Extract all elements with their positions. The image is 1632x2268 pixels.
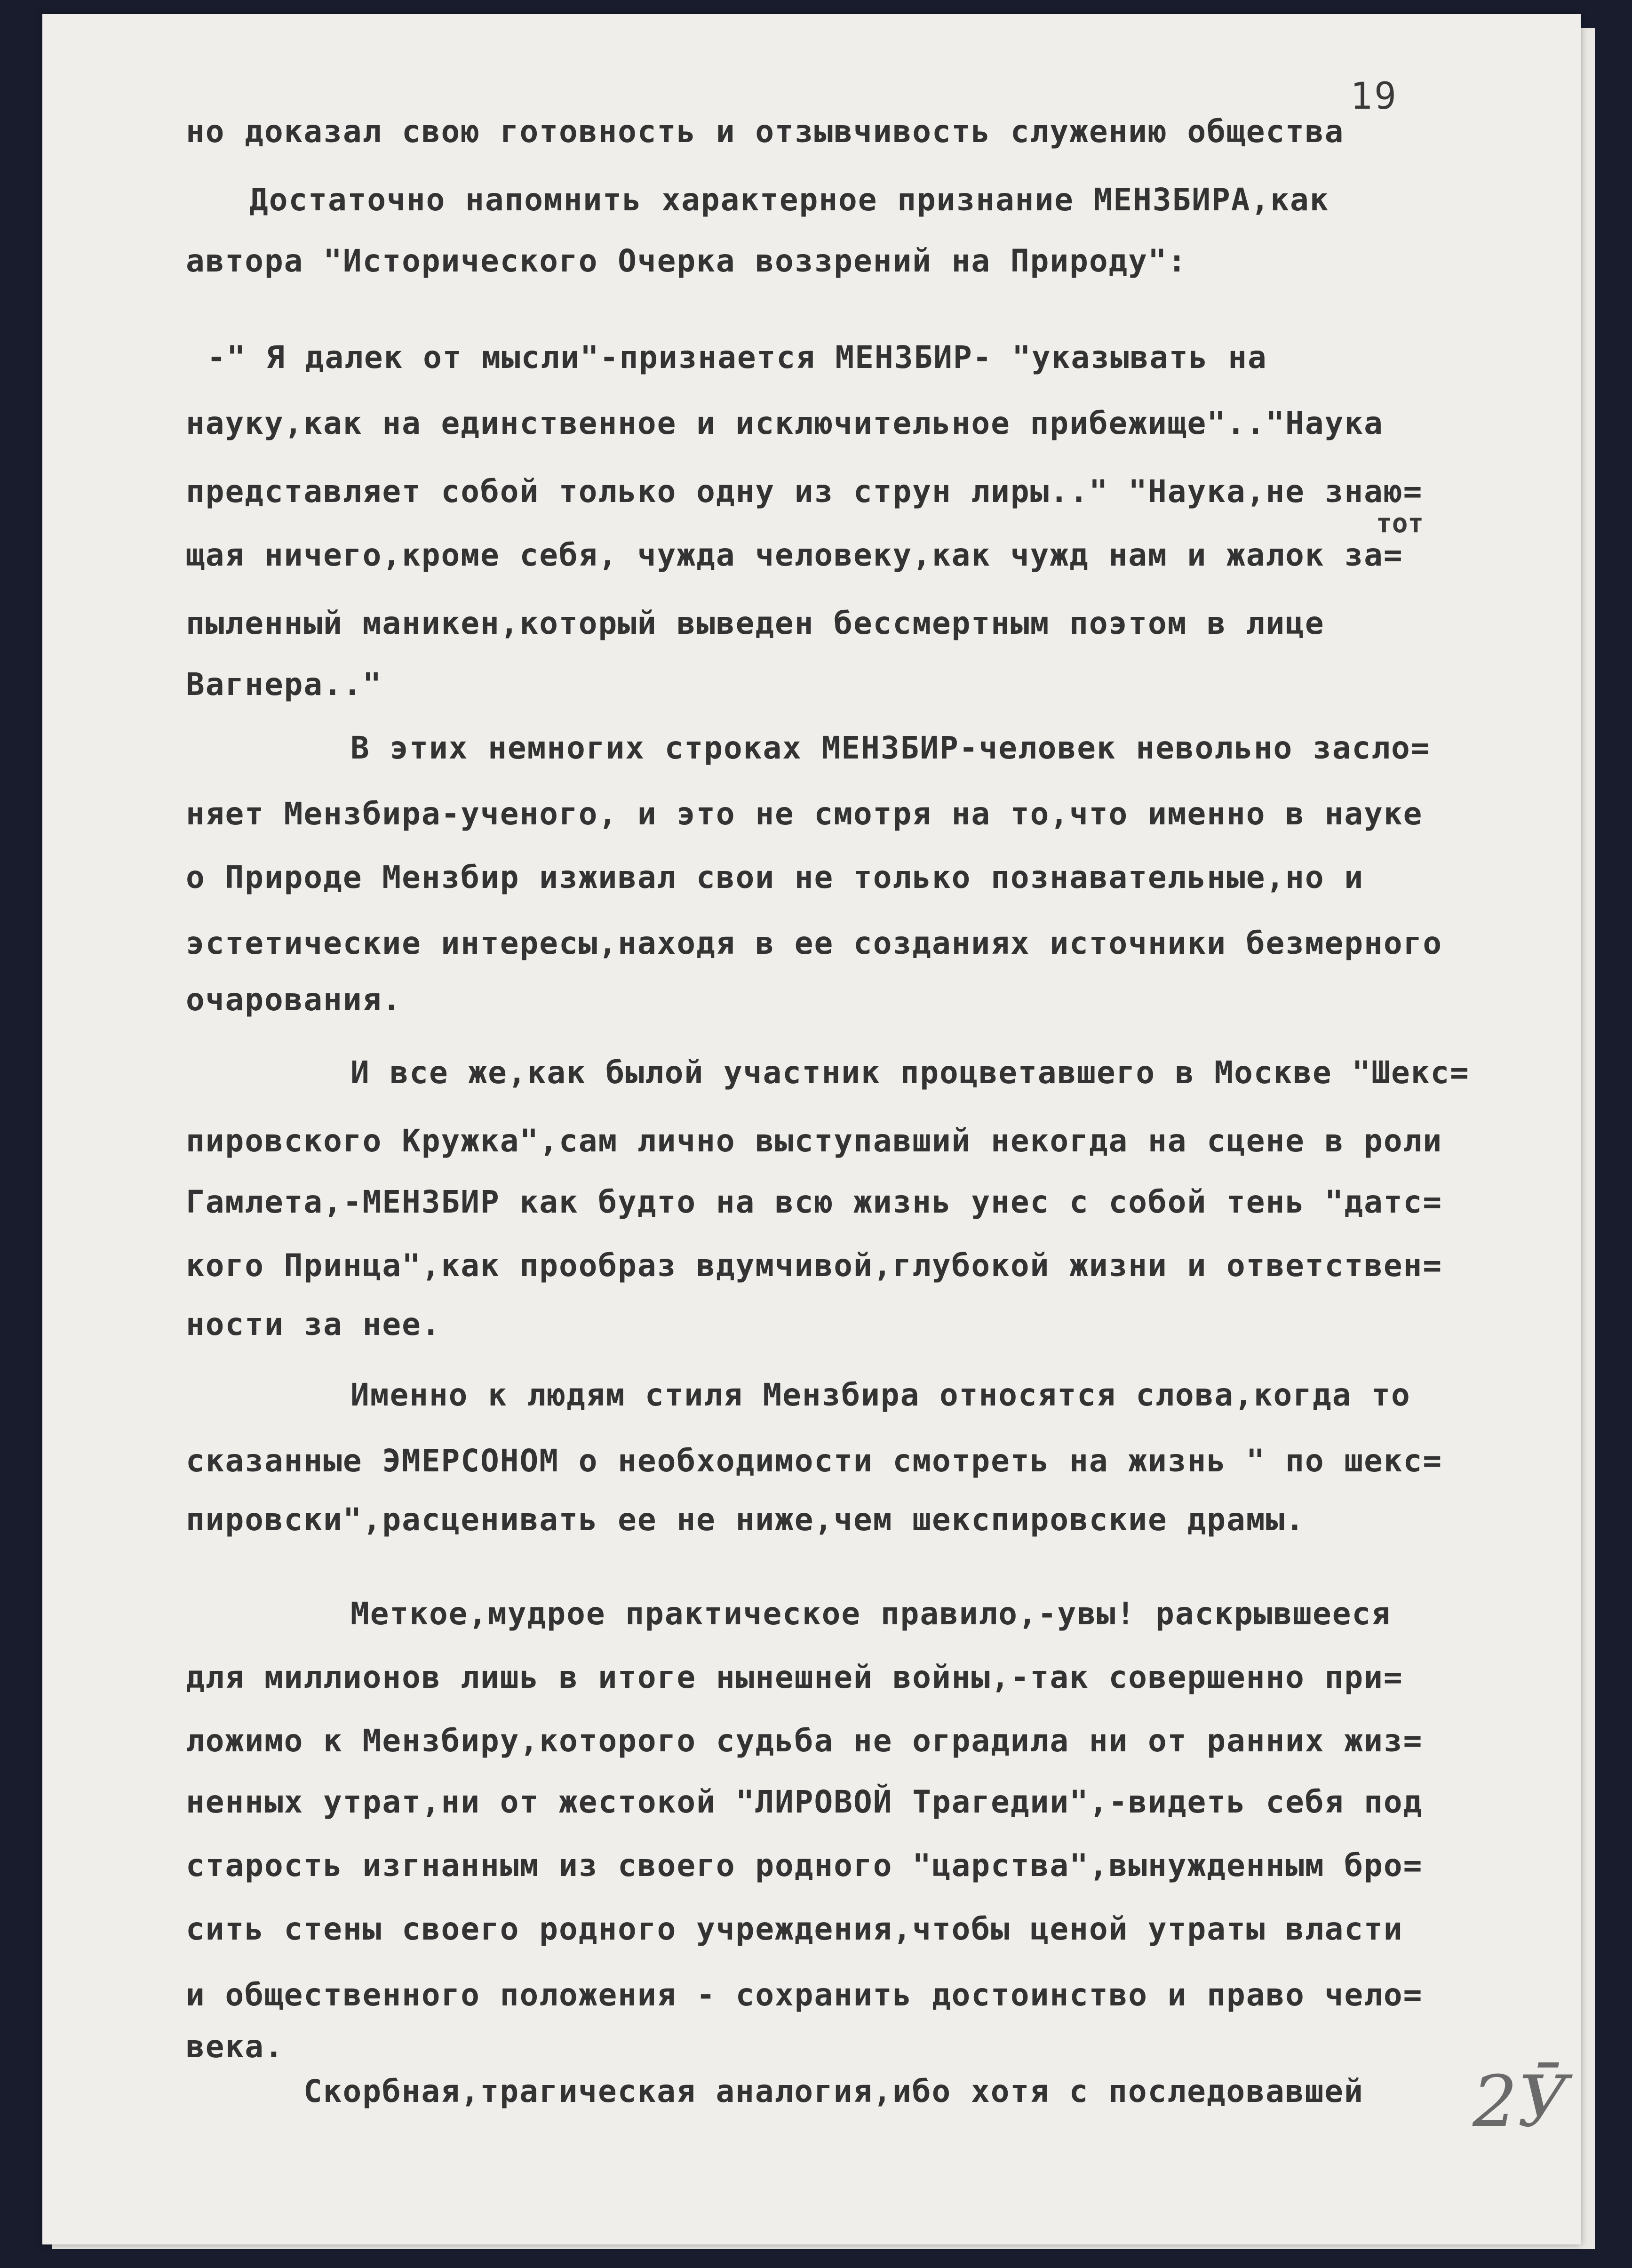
text-line: Достаточно напомнить характерное признание МЕНЗБИРА,как xyxy=(249,182,1329,218)
text-line: и общественного положения - сохранить достоинство и право чело= xyxy=(186,1977,1423,2013)
text-line: Гамлета,-МЕНЗБИР как будто на всю жизнь унес с собой тень "датс= xyxy=(186,1184,1443,1220)
typed-insertion: тот xyxy=(1376,508,1424,539)
text-line: ложимо к Мензбиру,которого судьба не оградила ни от ранних жиз= xyxy=(186,1723,1423,1759)
text-line: щая ничего,кроме себя, чужда человеку,как чужд нам и жалок за= xyxy=(186,537,1403,573)
text-line: И все же,как былой участник процветавшего в Москве "Шекс= xyxy=(350,1054,1470,1091)
text-line: Меткое,мудрое практическое правило,-увы! раскрывшееся xyxy=(350,1596,1391,1632)
text-line: но доказал свою готовность и отзывчивость служению общества xyxy=(186,113,1345,150)
text-line: ности за нее. xyxy=(186,1306,441,1342)
text-line: -" Я далек от мысли"-признается МЕНЗБИР- "указывать на xyxy=(207,339,1267,375)
text-line: пировски",расценивать ее не ниже,чем шекспировские драмы. xyxy=(186,1501,1305,1538)
text-line: ненных утрат,ни от жестокой "ЛИРОВОЙ Трагедии",-видеть себя под xyxy=(186,1784,1423,1820)
text-line: для миллионов лишь в итоге нынешней войны,-так совершенно при= xyxy=(186,1659,1403,1695)
text-line: Именно к людям стиля Мензбира относятся слова,когда то xyxy=(350,1377,1411,1413)
text-line: пировского Кружка",сам лично выступавший некогда на сцене в роли xyxy=(186,1123,1443,1159)
text-line: науку,как на единственное и исключительное прибежище".."Наука xyxy=(186,405,1384,441)
text-line: о Природе Мензбир изживал свои не только познавательные,но и xyxy=(186,859,1364,895)
text-line: очарования. xyxy=(186,982,402,1018)
text-line: века. xyxy=(186,2028,284,2065)
text-line: представляет собой только одну из струн лиры.." "Наука,не знаю= xyxy=(186,473,1423,510)
text-line: сить стены своего родного учреждения,чтобы ценой утраты власти xyxy=(186,1911,1403,1947)
text-line: В этих немногих строках МЕНЗБИР-человек невольно заслo= xyxy=(350,730,1431,766)
text-line: Вагнера.." xyxy=(186,666,382,703)
page-number: 19 xyxy=(1350,75,1398,118)
text-line: кого Принца",как прообраз вдумчивой,глубокой жизни и ответствен= xyxy=(186,1247,1443,1284)
handwritten-page-mark: 2Ӯ xyxy=(1473,2061,1568,2143)
text-line: автора "Исторического Очерка воззрений на Природу": xyxy=(186,243,1187,279)
text-line: пыленный маникен,который выведен бессмертным поэтом в лице xyxy=(186,605,1325,641)
text-line: сказанные ЭМЕРСОНОМ о необходимости смотреть на жизнь " по шекс= xyxy=(186,1443,1443,1479)
text-line: старость изгнанным из своего родного "царства",вынужденным бро= xyxy=(186,1847,1423,1884)
text-line: эстетические интересы,находя в ее созданиях источники безмерного xyxy=(186,925,1443,961)
text-line: Скорбная,трагическая аналогия,ибо хотя с последовавшей xyxy=(303,2073,1364,2109)
text-line: няет Мензбира-ученого, и это не смотря на то,что именно в науке xyxy=(186,796,1423,832)
